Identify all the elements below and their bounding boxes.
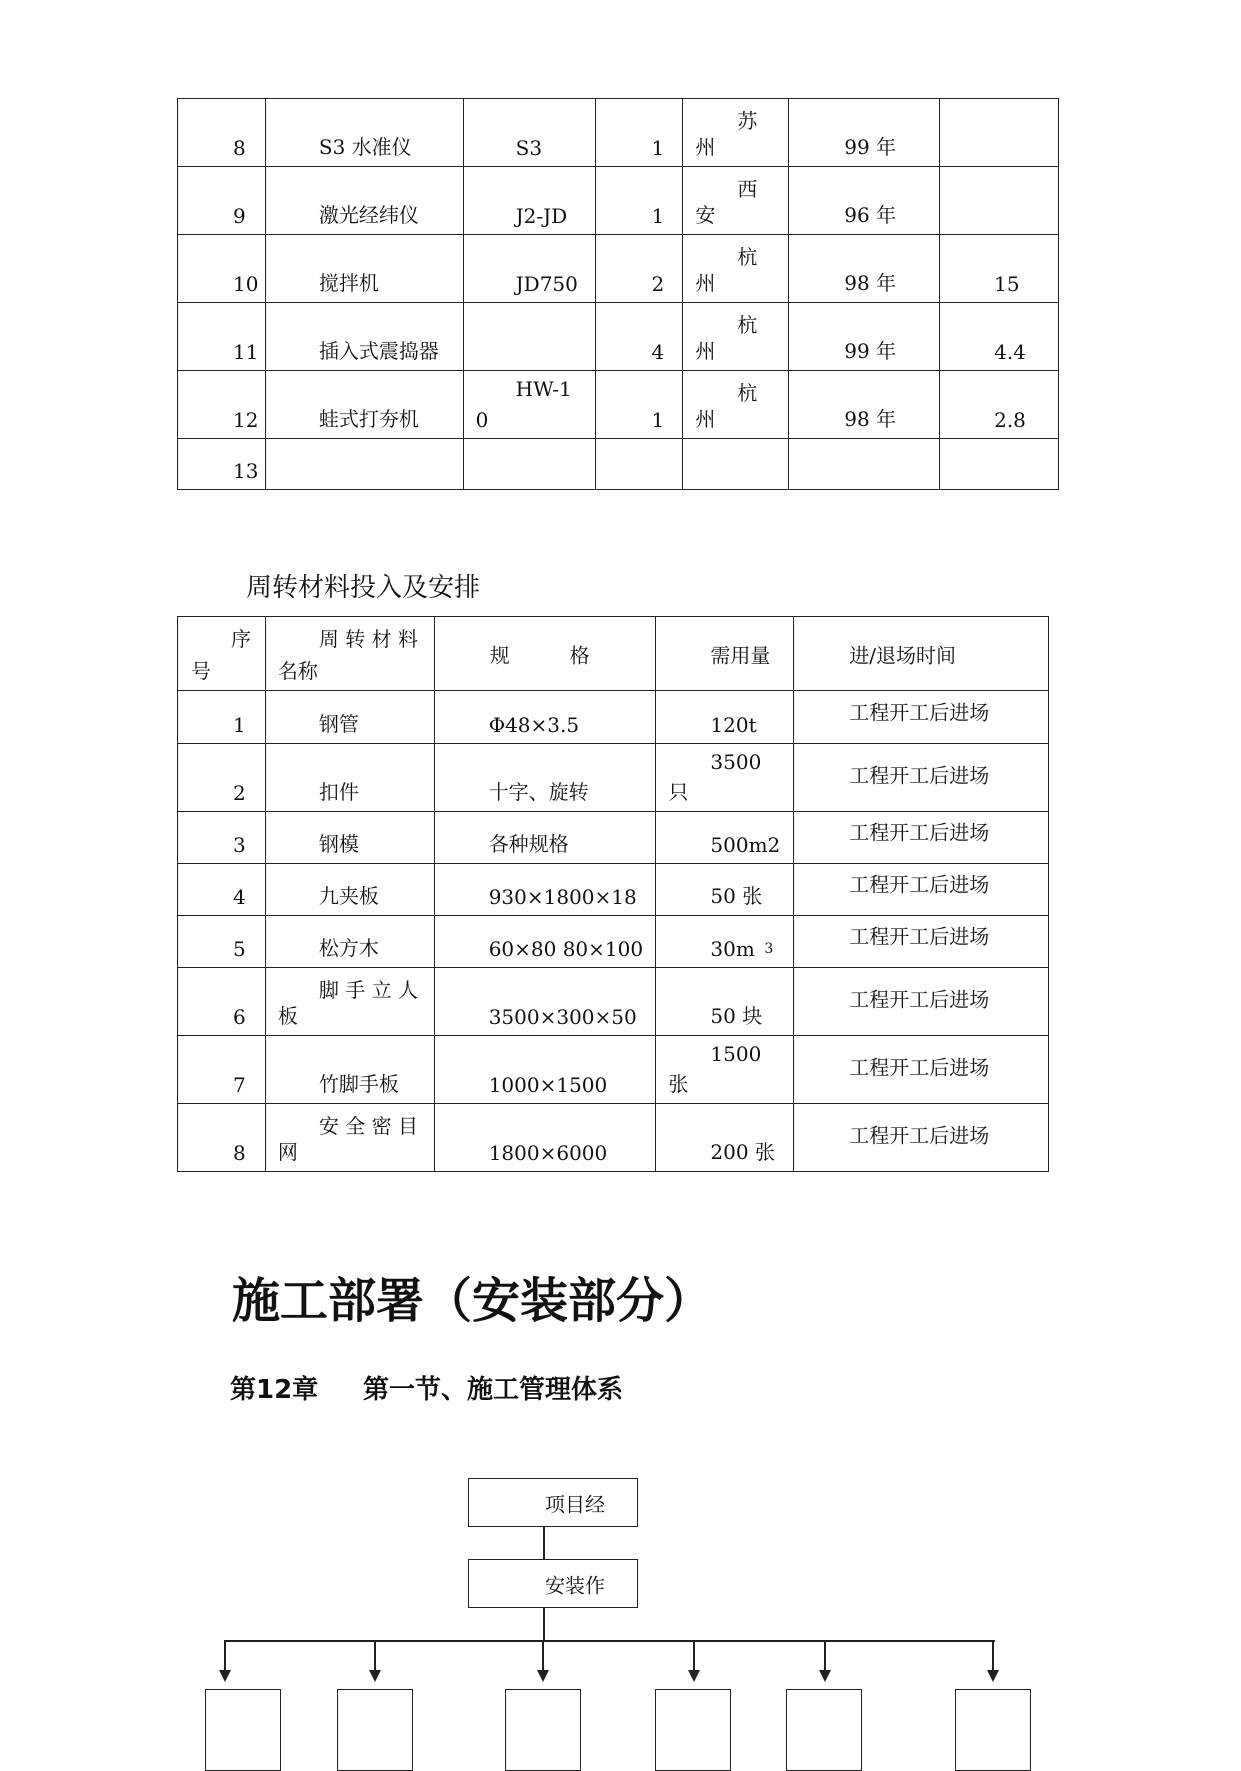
equipment-cell: 激光经纬仪 [265,167,463,235]
equipment-row [178,303,1059,371]
equipment-table-body [178,99,1059,490]
materials-cell-no: 3 [178,812,266,864]
equipment-cell: 1 [595,167,683,235]
materials-cell-no: 8 [178,1104,266,1172]
org-box-department [655,1689,731,1771]
materials-cell-time: 工程开工后进场 [794,864,1049,916]
materials-cell-time: 工程开工后进场 [794,1036,1049,1104]
materials-cell-spec: 60×80 80×100 [434,916,656,968]
equipment-cell: 99 年 [789,99,940,167]
materials-cell-no: 4 [178,864,266,916]
equipment-cell: 9 [178,167,266,235]
materials-cell-time: 工程开工后进场 [794,1104,1049,1172]
materials-row [178,691,1049,744]
materials-cell-name: 钢模 [265,812,434,864]
header-time: 进/退场时间 [794,617,1049,691]
materials-row [178,1104,1049,1172]
equipment-cell: JD750 [463,235,595,303]
org-box-department [786,1689,862,1771]
materials-cell-no: 5 [178,916,266,968]
header-no: 序 号 [178,617,266,691]
equipment-cell [683,439,789,490]
chapter-subtitle: 第一节、施工管理体系 [363,1375,624,1405]
materials-cell-name: 安 全 密 目 网 [265,1104,434,1172]
arrow-line [992,1641,994,1672]
equipment-cell [940,99,1059,167]
materials-cell-no: 1 [178,691,266,744]
header-name: 周 转 材 料 名称 [265,617,434,691]
arrow-head-icon [537,1670,549,1682]
arrow-head-icon [369,1670,381,1682]
equipment-cell: 西 安 [683,167,789,235]
equipment-row [178,371,1059,439]
equipment-row [178,235,1059,303]
arrow-line [824,1641,826,1672]
materials-cell-no: 7 [178,1036,266,1104]
materials-cell-spec: 1000×1500 [434,1036,656,1104]
arrow-head-icon [987,1670,999,1682]
materials-row [178,864,1049,916]
equipment-row [178,167,1059,235]
materials-row [178,916,1049,968]
equipment-cell: 8 [178,99,266,167]
equipment-row [178,439,1059,490]
materials-cell-demand: 50 块 [656,968,794,1036]
equipment-cell: S3 水准仪 [265,99,463,167]
materials-cell-time: 工程开工后进场 [794,968,1049,1036]
materials-cell-name: 钢管 [265,691,434,744]
materials-cell-demand: 50 张 [656,864,794,916]
materials-cell-no: 6 [178,968,266,1036]
equipment-cell [265,439,463,490]
materials-cell-spec: 3500×300×50 [434,968,656,1036]
equipment-cell: 杭 州 [683,371,789,439]
equipment-cell: HW-1 0 [463,371,595,439]
materials-cell-name: 脚 手 立 人 板 [265,968,434,1036]
equipment-cell: 杭 州 [683,235,789,303]
equipment-row [178,99,1059,167]
materials-cell-demand: 1500 张 [656,1036,794,1104]
equipment-cell: 搅拌机 [265,235,463,303]
equipment-cell: 13 [178,439,266,490]
materials-cell-demand: 120t [656,691,794,744]
materials-cell-time: 工程开工后进场 [794,691,1049,744]
arrow-line [542,1641,544,1672]
equipment-cell: 1 [595,99,683,167]
materials-cell-time: 工程开工后进场 [794,744,1049,812]
equipment-cell: 杭 州 [683,303,789,371]
arrow-line [224,1641,226,1672]
equipment-cell: 99 年 [789,303,940,371]
materials-row [178,812,1049,864]
arrow-head-icon [688,1670,700,1682]
org-box-install-team: 安装作 [468,1559,638,1608]
equipment-cell: 96 年 [789,167,940,235]
equipment-cell: J2-JD [463,167,595,235]
equipment-cell: 2 [595,235,683,303]
materials-cell-demand: 500m2 [656,812,794,864]
arrow-head-icon [819,1670,831,1682]
materials-cell-name: 竹脚手板 [265,1036,434,1104]
equipment-cell: 蛙式打夯机 [265,371,463,439]
equipment-cell: 98 年 [789,371,940,439]
equipment-cell: 4 [595,303,683,371]
equipment-cell: 12 [178,371,266,439]
arrow-head-icon [219,1670,231,1682]
materials-cell-spec: Φ48×3.5 [434,691,656,744]
chapter-label: 第12章 [230,1375,319,1405]
equipment-cell: 10 [178,235,266,303]
connector-line [543,1526,545,1559]
equipment-cell: 2.8 [940,371,1059,439]
materials-table-body [178,617,1049,1172]
org-box-project-manager: 项目经 [468,1478,638,1527]
equipment-cell [595,439,683,490]
materials-cell-spec: 930×1800×18 [434,864,656,916]
materials-cell-demand: 200 张 [656,1104,794,1172]
arrow-line [374,1641,376,1672]
org-box-department [205,1689,281,1771]
materials-cell-demand: 3500 只 [656,744,794,812]
materials-cell-no: 2 [178,744,266,812]
materials-cell-name: 扣件 [265,744,434,812]
materials-cell-time: 工程开工后进场 [794,916,1049,968]
materials-header-row [178,617,1049,691]
horizontal-bus-line [224,1640,995,1642]
equipment-table [177,98,1059,490]
equipment-cell: 苏 州 [683,99,789,167]
equipment-cell: 98 年 [789,235,940,303]
materials-cell-spec: 十字、旋转 [434,744,656,812]
materials-row [178,1036,1049,1104]
materials-caption: 周转材料投入及安排 [246,573,481,603]
materials-cell-spec: 1800×6000 [434,1104,656,1172]
header-spec: 规 格 [434,617,656,691]
connector-line [543,1607,545,1642]
section-title: 施工部署（安装部分） [232,1273,713,1329]
equipment-cell: 1 [595,371,683,439]
org-box-department [337,1689,413,1771]
equipment-cell: 15 [940,235,1059,303]
materials-cell-time: 工程开工后进场 [794,812,1049,864]
materials-cell-spec: 各种规格 [434,812,656,864]
materials-row [178,744,1049,812]
equipment-cell: S3 [463,99,595,167]
materials-cell-name: 九夹板 [265,864,434,916]
equipment-cell [789,439,940,490]
header-demand: 需用量 [656,617,794,691]
equipment-cell [463,439,595,490]
org-box-department [505,1689,581,1771]
equipment-cell [463,303,595,371]
org-box-department [955,1689,1031,1771]
equipment-cell [940,439,1059,490]
arrow-line [693,1641,695,1672]
equipment-cell: 4.4 [940,303,1059,371]
materials-row [178,968,1049,1036]
equipment-cell [940,167,1059,235]
equipment-cell: 11 [178,303,266,371]
materials-cell-name: 松方木 [265,916,434,968]
equipment-cell: 插入式震捣器 [265,303,463,371]
materials-table [177,616,1049,1172]
materials-cell-demand: 30m 3 [656,916,794,968]
